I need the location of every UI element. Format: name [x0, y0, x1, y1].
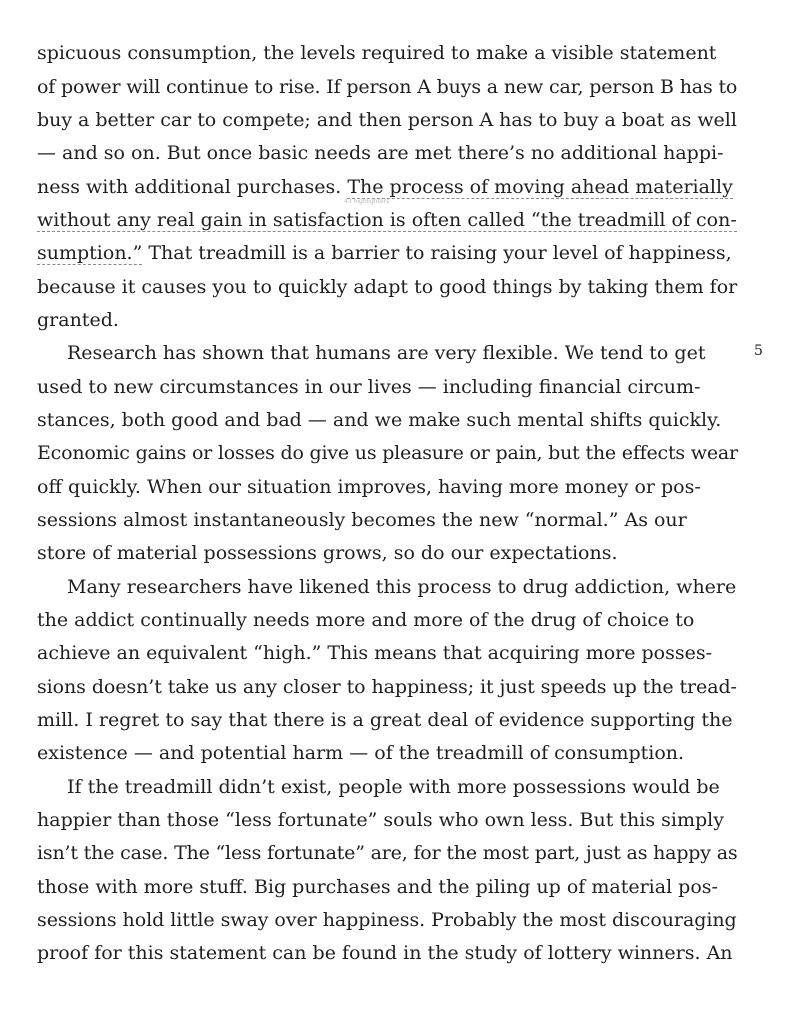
location-marker: 5 [754, 343, 763, 359]
text-line: store of material possessions grows, so do our expectations. [37, 542, 618, 564]
text-line: Economic gains or losses do give us pleasure or pain, but the effects wear [37, 442, 738, 464]
popular-highlight-count: 43 highlighters [344, 198, 390, 205]
text-segment: ness with additional purchases. [37, 176, 348, 198]
popular-highlight[interactable]: sumption.” [37, 242, 143, 264]
text-line: stances, both good and bad — and we make such mental shifts quickly. [37, 409, 722, 431]
text-line: spicuous consumption, the levels required to make a visible statement [37, 42, 717, 64]
text-line: mill. I regret to say that there is a great deal of evidence supporting the [37, 709, 733, 731]
text-line: sessions almost instantaneously becomes the new “normal.” As our [37, 509, 687, 531]
text-line: because it causes you to quickly adapt to good things by taking them for [37, 276, 738, 298]
text-line: proof for this statement can be found in the study of lottery winners. An [37, 942, 733, 964]
text-line: existence — and potential harm — of the treadmill of consumption. [37, 742, 685, 764]
text-line: those with more stuff. Big purchases and the piling up of material pos- [37, 876, 718, 898]
paragraph-first-line: Research has shown that humans are very flexible. We tend to get [67, 342, 706, 364]
popular-highlight[interactable]: without any real gain in satisfaction is often called “the treadmill of con- [37, 209, 737, 231]
paragraph-first-line: If the treadmill didn’t exist, people with more possessions would be [67, 776, 720, 798]
text-line [37, 241, 732, 265]
text-line: buy a better car to compete; and then person A has to buy a boat as well [37, 109, 737, 131]
text-line: achieve an equivalent “high.” This means that acquiring more posses- [37, 642, 713, 664]
text-line: granted. [37, 309, 119, 331]
text-line: isn’t the case. The “less fortunate” are, for the most part, just as happy as [37, 842, 738, 864]
text-line: sessions hold little sway over happiness. Probably the most discouraging [37, 909, 737, 931]
text-line: of power will continue to rise. If person A buys a new car, person B has to [37, 76, 738, 98]
text-segment: That treadmill is a barrier to raising your level of happiness, [142, 242, 732, 264]
text-line: happier than those “less fortunate” souls who own less. But this simply [37, 809, 724, 831]
text-line: off quickly. When our situation improves, having more money or pos- [37, 476, 701, 498]
text-line [37, 175, 733, 199]
paragraph-first-line: Many researchers have likened this process to drug addiction, where [67, 576, 737, 598]
text-line: the addict continually needs more and more of the drug of choice to [37, 609, 695, 631]
text-line [37, 208, 737, 232]
popular-highlight[interactable]: The process of moving ahead materially [347, 176, 733, 198]
text-line: sions doesn’t take us any closer to happiness; it just speeds up the tread- [37, 676, 737, 698]
text-line: used to new circumstances in our lives — including financial circum- [37, 376, 701, 398]
text-line: — and so on. But once basic needs are met there’s no additional happi- [37, 142, 724, 164]
